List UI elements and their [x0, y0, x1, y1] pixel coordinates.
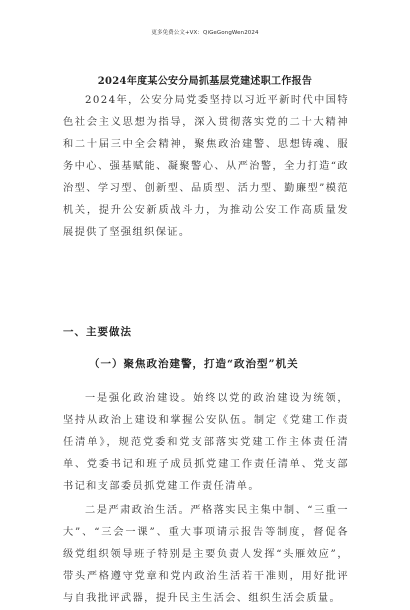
paragraph-political-life: 二是严肃政治生活。严格落实民主集中制、“三重一大”、“三会一课”、重大事项请示报告等制度，督促各级党组织领导班子特别是主要负责人发挥“头雁效应”，带头严格遵守党章和党内政治生活若干准则，用好批评与自我批评武器，提升民主生活会、组织生活会质量。 — [63, 505, 349, 604]
header-note: 更多免费公文+VX：QiGeGongWen2024 — [151, 30, 259, 36]
paragraph-political-building: 一是强化政治建设。始终以党的政治建设为统领，坚持从政治上建设和掌握公安队伍。制定《党建工作责任清单》，规范党委和党支部落实党建工作主体责任清单、党委书记和班子成员抓党建工作责任清单、党支部书记和支部委员抓党建工作责任清单。 — [63, 393, 349, 492]
section-heading: 一、主要做法 — [63, 326, 132, 338]
subsection-heading: （一）聚焦政治建警，打造“政治型”机关 — [89, 358, 299, 370]
document-title: 2024年度某公安分局抓基层党建述职工作报告 — [97, 76, 313, 87]
intro-paragraph: 2024年，公安分局党委坚持以习近平新时代中国特色社会主义思想为指导，深入贯彻落实党的二十大精神和二十届三中全会精神，聚焦政治建警、思想铸魂、服务中心、强基赋能、凝聚警心、从严治警，全力打造“政治型、学习型、创新型、品质型、活力型、勤廉型”模范机关，提升公安新质战斗力，为推动公安工作高质量发展提供了坚强组织保证。 — [63, 95, 349, 238]
